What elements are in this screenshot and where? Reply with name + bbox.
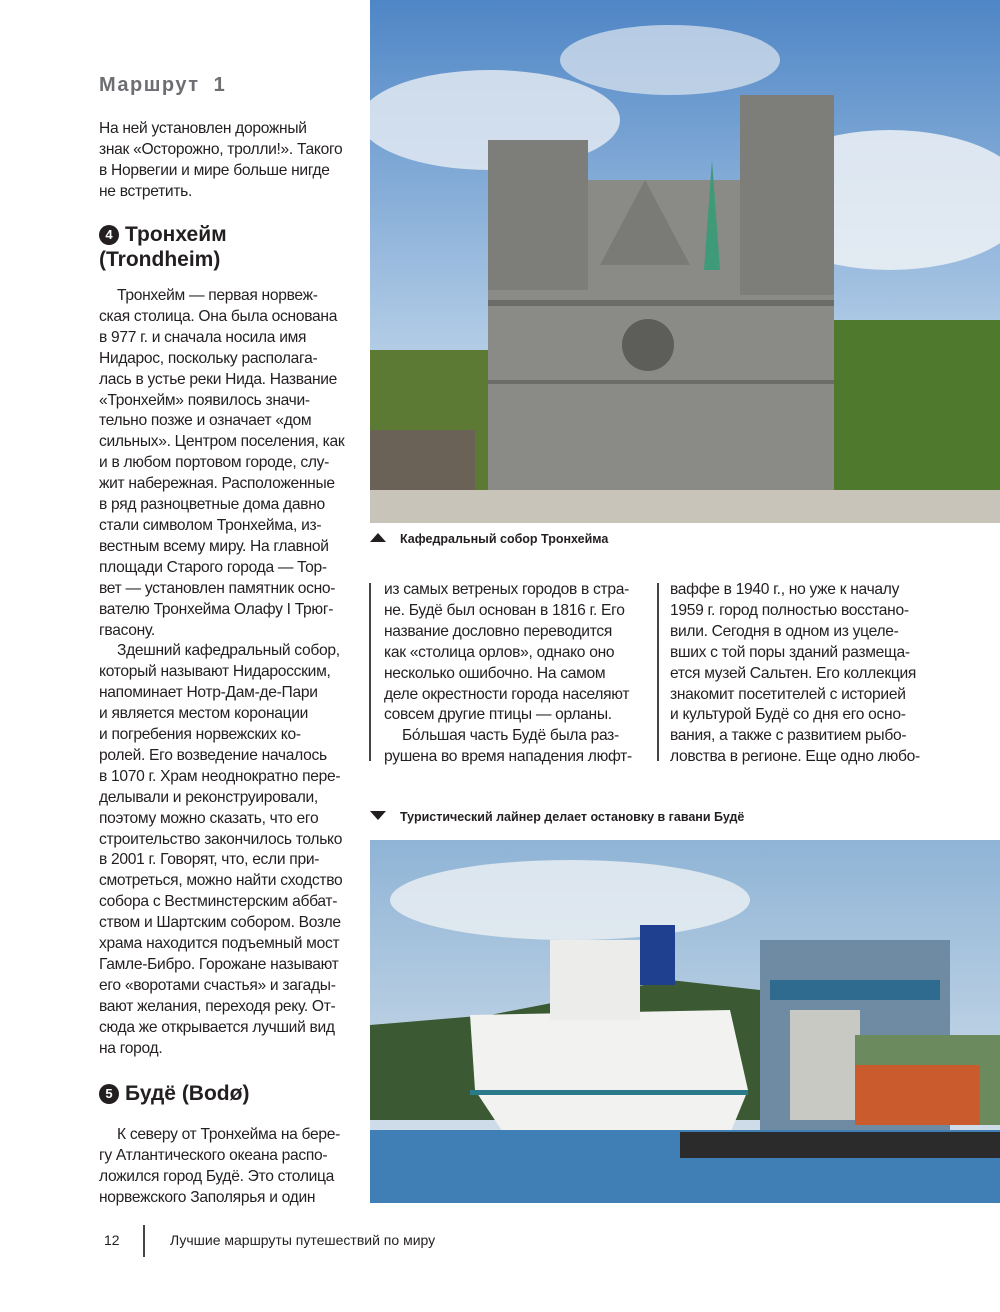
text-line: название дословно переводится <box>384 622 613 640</box>
triangle-down-icon <box>370 811 386 820</box>
liner-caption <box>370 810 744 824</box>
text-line: сюда же открывается лучший вид <box>99 1018 335 1036</box>
text-line: в 1070 г. Храм неоднократно пере- <box>99 767 341 785</box>
text-line: и является местом коронации <box>99 705 309 723</box>
text-line: жит набережная. Расположенные <box>99 475 335 493</box>
bodo-text <box>99 1125 340 1209</box>
text-line: и погребения норвежских ко- <box>99 726 301 744</box>
text-line: Тронхейм — первая норвеж- <box>117 287 318 304</box>
text-line: ролей. Его возведение началось <box>99 746 327 764</box>
footer-divider <box>143 1225 145 1257</box>
text-line: вили. Сегодня в одном из уцеле- <box>670 622 899 640</box>
triangle-up-icon <box>370 533 386 542</box>
text-line: К северу от Тронхейма на бере- <box>117 1126 341 1143</box>
page-number: 12 <box>104 1232 120 1248</box>
text-line: деле окрестности города населяют <box>384 685 630 703</box>
text-line: рушена во время нападения люфт- <box>384 748 632 766</box>
trondheim-text <box>99 286 344 1060</box>
text-line: лась в устье реки Нида. Название <box>99 370 338 388</box>
text-line: стали символом Тронхейма, из- <box>99 516 322 534</box>
section-title: Тронхейм <box>125 223 227 246</box>
text-line: ловства в регионе. Еще одно любо- <box>670 748 920 766</box>
text-line: вателю Тронхейма Олафу I Трюг- <box>99 600 334 618</box>
section-number-badge: 5 <box>99 1084 119 1104</box>
text-line: Бо́льшая часть Будё была раз- <box>402 727 619 745</box>
text-line: в 977 г. и сначала носила имя <box>99 328 307 346</box>
text-line: смотреться, можно найти сходство <box>99 872 343 890</box>
text-line: знак «Осторожно, тролли!». Такого <box>99 140 343 158</box>
text-line: его «воротами счастья» и загады- <box>99 976 336 994</box>
text-line: совсем другие птицы — орланы. <box>384 706 612 724</box>
section-subtitle: (Trondheim) <box>99 248 221 271</box>
text-line: храма находится подъемный мост <box>99 935 340 953</box>
text-line: сильных». Центром поселения, как <box>99 433 345 451</box>
text-line: в ряд разноцветные дома давно <box>99 496 325 514</box>
text-line: вают желания, переходя реку. От- <box>99 997 336 1015</box>
route-heading: Маршрут 1 <box>99 74 227 96</box>
text-line: ская столица. Она была основана <box>99 307 338 325</box>
text-line: как «столица орлов», однако оно <box>384 643 615 661</box>
text-line: вших с той поры зданий размеща- <box>670 643 910 661</box>
text-line: не встретить. <box>99 182 193 200</box>
cathedral-caption <box>370 532 608 546</box>
text-line: ется музей Сальтен. Его коллекция <box>670 664 917 682</box>
text-line: и культурой Будё со дня его осно- <box>670 706 906 724</box>
text-line: площади Старого города — Тор- <box>99 558 327 576</box>
right-column-text <box>670 580 920 768</box>
text-line: «Тронхейм» появилось значи- <box>99 391 310 409</box>
section-number-badge: 4 <box>99 225 119 245</box>
text-line: ваффе в 1940 г., но уже к началу <box>670 581 900 598</box>
liner-photo <box>370 840 1000 1203</box>
text-line: 1959 г. город полностью восстано- <box>670 601 909 619</box>
text-line: несколько ошибочно. На самом <box>384 664 606 682</box>
text-line: поэтому можно сказать, что его <box>99 809 319 827</box>
text-line: который называют Нидаросским, <box>99 663 331 681</box>
column-rule <box>369 583 371 761</box>
section-heading-bodo <box>99 1081 249 1106</box>
caption-text: Туристический лайнер делает остановку в гавани Будё <box>400 810 745 824</box>
middle-column-text <box>384 580 632 768</box>
book-title: Лучшие маршруты путешествий по миру <box>170 1232 436 1248</box>
caption-text: Кафедральный собор Тронхейма <box>400 532 609 546</box>
text-line: в 2001 г. Говорят, что, если при- <box>99 851 320 869</box>
text-line: напоминает Нотр-Дам-де-Пари <box>99 684 318 702</box>
intro-text <box>99 119 342 203</box>
column-rule <box>657 583 659 761</box>
text-line: на город. <box>99 1039 163 1057</box>
cathedral-photo <box>370 0 1000 523</box>
section-title: Будё (Bodø) <box>125 1082 250 1105</box>
text-line: знакомит посетителей с историей <box>670 685 906 703</box>
text-line: делывали и реконструировали, <box>99 788 318 806</box>
section-heading-trondheim <box>99 222 227 272</box>
text-line: вания, а также с развитием рыбо- <box>670 727 907 745</box>
text-line: из самых ветреных городов в стра- <box>384 581 630 598</box>
text-line: собора с Вестминстерским аббат- <box>99 893 338 911</box>
text-line: Гамле-Бибро. Горожане называют <box>99 956 339 973</box>
text-line: гу Атлантического океана распо- <box>99 1146 328 1164</box>
text-line: в Норвегии и мире больше нигде <box>99 161 330 179</box>
text-line: не. Будё был основан в 1816 г. Его <box>384 601 625 619</box>
text-line: Здешний кафедральный собор, <box>117 642 340 660</box>
text-line: гвасону. <box>99 621 155 639</box>
text-line: вет — установлен памятник осно- <box>99 579 336 597</box>
text-line: Нидарос, поскольку располага- <box>99 349 318 367</box>
text-line: тельно позже и означает «дом <box>99 412 312 430</box>
text-line: строительство закончилось только <box>99 830 343 848</box>
text-line: вестным всему миру. На главной <box>99 537 329 555</box>
text-line: На ней установлен дорожный <box>99 120 307 137</box>
text-line: ложился город Будё. Это столица <box>99 1167 335 1185</box>
text-line: норвежского Заполярья и один <box>99 1188 316 1206</box>
text-line: ством и Шартским собором. Возле <box>99 914 341 932</box>
text-line: и в любом портовом городе, слу- <box>99 454 330 472</box>
